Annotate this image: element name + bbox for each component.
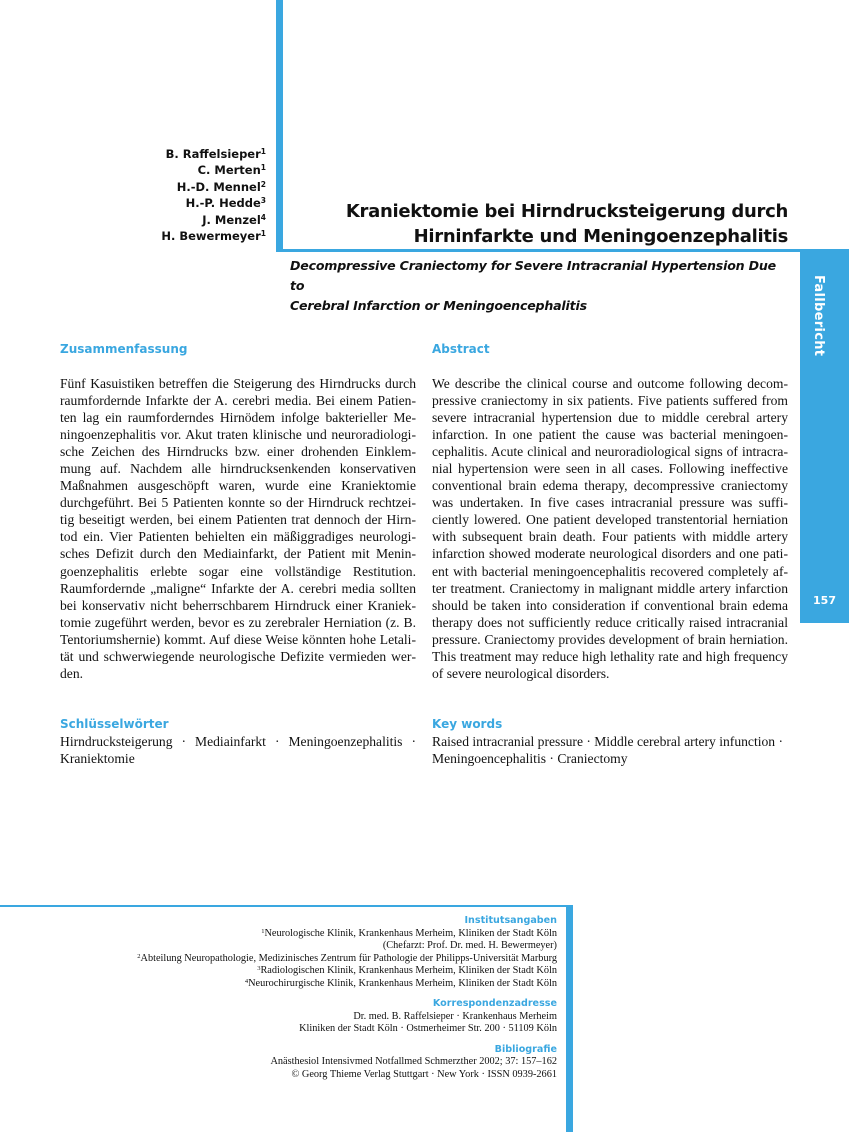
author-name: H. Bewermeyer — [161, 229, 261, 244]
author — [60, 228, 266, 244]
institution-text: Abteilung Neuropathologie, Medizinisches Zentrum für Pathologie der Philipps-Universität Marburg — [140, 952, 557, 964]
page-number: 157 — [813, 594, 836, 607]
author-affiliation-number: 2 — [260, 179, 266, 189]
author-name: C. Merten — [197, 163, 261, 178]
author-name: H.-D. Mennel — [176, 179, 261, 194]
author — [60, 146, 266, 162]
accent-bar-horizontal-footer — [0, 905, 566, 907]
author-name: B. Raffelsieper — [165, 147, 261, 161]
institution-text: Neurochirurgische Klinik, Krankenhaus Merheim, Kliniken der Stadt Köln — [248, 977, 557, 989]
author-affiliation-number: 3 — [260, 196, 266, 206]
author-affiliation-number: 4 — [260, 212, 266, 222]
author — [60, 212, 266, 228]
bibliography-heading: Bibliografie — [494, 1043, 557, 1055]
institution-line — [60, 965, 557, 978]
accent-bar-vertical-top — [276, 0, 283, 252]
article-subtitle — [290, 256, 790, 316]
author-list — [60, 146, 266, 244]
institution-text: (Chefarzt: Prof. Dr. med. H. Bewermeyer) — [382, 940, 557, 951]
bibliography-line: Anästhesiol Intensivmed Notfallmed Schmerzther 2002; 37: 157–162 — [270, 1056, 557, 1067]
institution-line — [60, 978, 557, 991]
author-affiliation-number: 1 — [260, 147, 266, 156]
institution-line — [60, 953, 557, 966]
author-affiliation-number: 1 — [260, 229, 266, 239]
institution-number: 4 — [244, 977, 249, 985]
subtitle-line: Decompressive Craniectomy for Severe Intracranial Hypertension Due to — [290, 258, 776, 293]
institution-number: 3 — [257, 965, 261, 972]
author — [60, 179, 266, 195]
abstract-heading: Abstract — [432, 342, 490, 356]
institution-number: 1 — [261, 927, 265, 935]
correspondence-line: Kliniken der Stadt Köln · Ostmerheimer Str. 200 · 51109 Köln — [299, 1023, 557, 1034]
keywords-heading: Key words — [432, 717, 503, 731]
title-line: Kraniektomie bei Hirndrucksteigerung durch — [345, 201, 788, 222]
author-name: H.-P. Hedde — [185, 196, 261, 211]
section-side-tab — [800, 249, 849, 623]
author — [60, 162, 266, 178]
author-affiliation-number: 1 — [260, 163, 266, 173]
zusammenfassung-text: Fünf Kasuistiken betreffen die Steigerung des Hirndrucks durch raumfordernde Infarkte der A. cerebri media. Bei einem Patienten lag ein raumforderndes Hirnödem infolge bakterieller Meningoenzephalitis vor. Akut traten klinische und neuroradiologische Zeichen des Hirndrucks bzw. einer drohenden Einklemmung auf. Nachdem alle hirndrucksenkenden konservativen Maßnahmen ausgeschöpft waren, wurde eine Kraniektomie durchgeführt. Bei 5 Patienten konnte so der Hirndruck rechtzeitig beseitigt werden, bei einem Patienten trat dennoch der Hirntod ein. Vier Patienten behielten ein mäßiggradiges neurologisches Defizit durch den Mediainfarkt, der Patient mit Meningoenzephalitis erlebte sogar eine vollständige Restitution. Raumfordernde „maligne“ Infarkte der A. cerebri media sollten bei konservativ nicht beherrschbarem Hirndruck einer Kraniektomie zugeführt werden, bevor es zu zerebraler Herniation (z. B. Tentoriumshernie) kommt. Auf diese Weise könnten hohe Letalität und schwerwiegende neurologische Defizite vermieden werden. — [60, 376, 416, 681]
keywords-text: Raised intracranial pressure · Middle cerebral artery infunction · Meningoencephalitis · Craniectomy — [432, 734, 784, 767]
accent-bar-horizontal-title — [276, 249, 849, 252]
subtitle-line: Cerebral Infarction or Meningoencephalitis — [290, 298, 587, 313]
article-info-footer — [60, 915, 557, 1081]
institution-number: 2 — [137, 952, 141, 960]
institution-text: Neurologische Klinik, Krankenhaus Merheim, Kliniken der Stadt Köln — [264, 927, 557, 939]
zusammenfassung-heading: Zusammenfassung — [60, 342, 188, 356]
author-name: J. Menzel — [202, 212, 261, 227]
institution-line — [60, 928, 557, 941]
title-line: Hirninfarkte und Meningoenzephalitis — [413, 226, 788, 247]
correspondence-line: Dr. med. B. Raffelsieper · Krankenhaus Merheim — [353, 1010, 557, 1022]
bibliography-line: © Georg Thieme Verlag Stuttgart · New York · ISSN 0939-2661 — [291, 1068, 557, 1080]
correspondence-heading: Korrespondenzadresse — [432, 998, 557, 1009]
author — [60, 195, 266, 211]
institution-line — [60, 940, 557, 953]
schluesselwoerter-heading: Schlüsselwörter — [60, 717, 169, 731]
abstract-text: We describe the clinical course and outcome following decompressive craniectomy in six patients. Five patients suffered from severe intracranial hypertension due to middle cerebral artery infarction. In one patient the cause was bacterial meningoencephalitis. Acute clinical and neuroradiological signs of intracranial hypertension were seen in all cases. Following ineffective conventional brain edema therapy, decompressive craniectomy was undertaken. In five cases intracranial pressure was sufficiently lowered. One patient developed transtentorial herniation with subsequent brain death. Four patients with middle artery infarction showed moderate neurological disorders and one patient with bacterial meningoencephalitis recovered completely after treatment. Craniectomy in malignant middle artery infarction should be taken into consideration if conventional brain edema therapy does not sufficiently reduce critically raised intracranial pressure. Craniectomy provides development of brain herniation. This treatment may reduce high lethality rate and high frequency of severe neurological disorders. — [432, 376, 788, 681]
schluesselwoerter-text: Hirndrucksteigerung · Mediainfarkt · Meningoenzephalitis · Kraniektomie — [60, 734, 416, 767]
section-label: Fallbericht — [811, 275, 826, 357]
institution-text: Radiologischen Klinik, Krankenhaus Merheim, Kliniken der Stadt Köln — [260, 965, 557, 976]
accent-bar-vertical-footer — [566, 905, 573, 1132]
article-title — [300, 199, 788, 249]
institutions-heading: Institutsangaben — [464, 915, 557, 926]
